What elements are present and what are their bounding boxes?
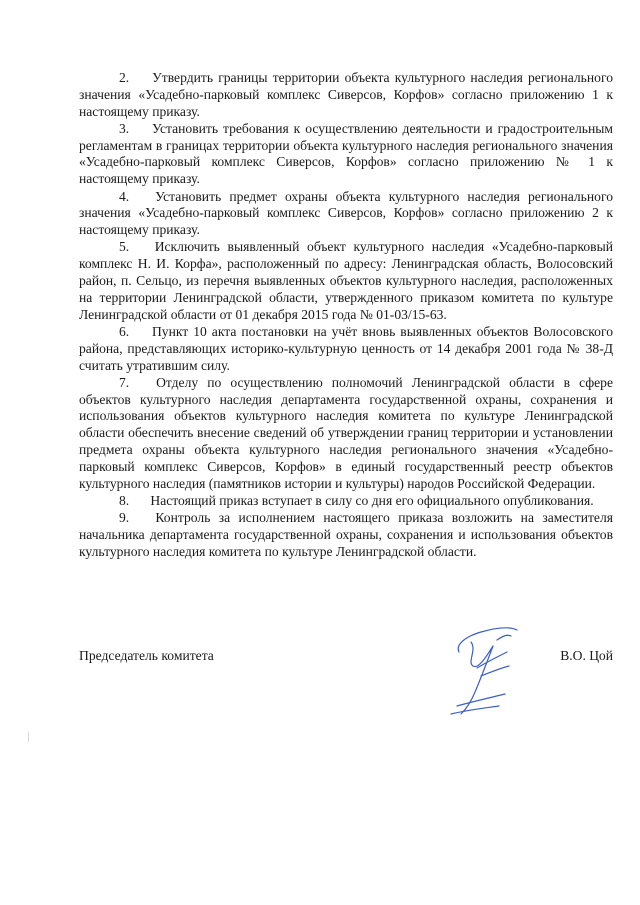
paragraph-3 <box>79 121 613 188</box>
paragraph-text: Отделу по осуществлению полномочий Ленинградской области в сфере объектов культурного наследия департамента государственной охраны, сохранения и использования объектов культурного наследия комитета по культуре Ленинградской области обеспечить внесение сведений об утверждении границ территории и установлении предмета охраны объекта культурного наследия регионального значения «Усадебно-парковый комплекс Сиверсов, Корфов» в единый государственный реестр объектов культурного наследия (памятников истории и культуры) народов Российской Федерации. <box>79 374 613 491</box>
paragraph-number: 8. <box>119 492 130 508</box>
paragraph-4 <box>79 189 613 239</box>
paragraph-text: Установить предмет охраны объекта культурного наследия регионального значения «Усадебно-парковый комплекс Сиверсов, Корфов» согласно приложению 2 к настоящему приказу. <box>79 188 613 238</box>
paragraph-text: Установить требования к осуществлению деятельности и градостроительным регламентам в границах территории объекта культурного наследия регионального значения «Усадебно-парковый комплекс Сиверсов, Корфов» согласно приложению № 1 к настоящему приказу. <box>79 120 613 187</box>
paragraph-9 <box>79 510 613 560</box>
paragraph-7 <box>79 375 613 493</box>
handwritten-signature <box>437 622 527 722</box>
paragraph-text: Контроль за исполнением настоящего приказа возложить на заместителя начальника департамента государственной охраны, сохранения и использования объектов культурного наследия комитета по культуре Ленинградской области. <box>79 510 614 559</box>
paragraph-number: 4. <box>119 188 130 204</box>
paragraph-number: 3. <box>119 120 130 136</box>
signatory-name: В.О. Цой <box>560 648 613 663</box>
paragraph-6 <box>79 324 613 374</box>
paragraph-text: Утвердить границы территории объекта культурного наследия регионального значения «Усадебно-парковый комплекс Сиверсов, Корфов» согласно приложению 1 к настоящему приказу. <box>79 70 613 119</box>
margin-mark <box>28 732 29 742</box>
paragraph-number: 7. <box>119 374 130 390</box>
paragraph-2 <box>79 70 613 120</box>
paragraph-number: 9. <box>119 510 130 526</box>
paragraph-8 <box>79 493 613 510</box>
paragraph-text: Пункт 10 акта постановки на учёт вновь выявленных объектов Волосовского района, представляющих историко-культурную ценность от 14 декабря 2001 года № 38-Д считать утратившим силу. <box>79 323 613 373</box>
signatory-title: Председатель комитета <box>79 648 214 663</box>
paragraph-number: 2. <box>119 70 130 85</box>
paragraph-text: Исключить выявленный объект культурного наследия «Усадебно-парковый комплекс Н. И. Корфа», расположенный по адресу: Ленинградская область, Волосовский район, п. Сельцо, из перечня выявленных объектов культурного наследия, расположенных на территории Ленинградской области, утвержденного приказом комитета по культуре Ленинградской области от 01 декабря 2015 года № 01-03/15-63. <box>79 239 613 322</box>
paragraph-5 <box>79 239 613 323</box>
paragraph-number: 6. <box>119 323 130 339</box>
paragraph-number: 5. <box>119 239 130 255</box>
document-body <box>79 70 613 561</box>
paragraph-text: Настоящий приказ вступает в силу со дня его официального опубликования. <box>150 492 594 508</box>
signature-block <box>79 640 613 730</box>
